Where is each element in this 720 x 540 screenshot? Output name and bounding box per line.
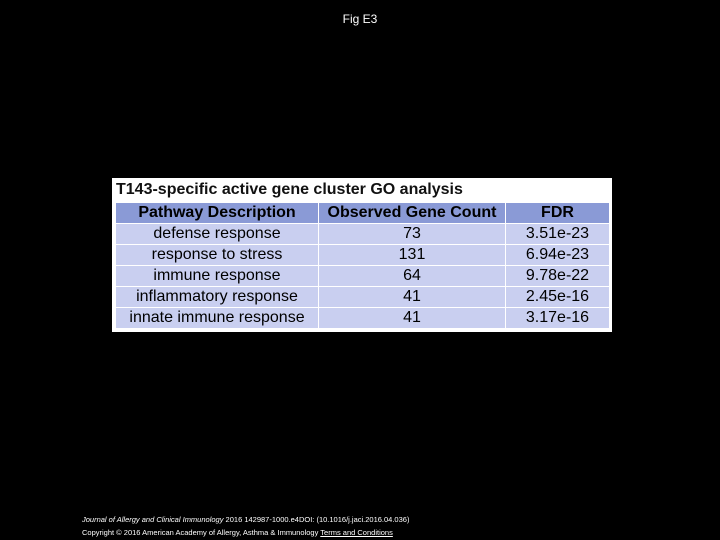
cell-fdr: 3.51e-23 [506,224,610,245]
cell-fdr: 2.45e-16 [506,287,610,308]
go-analysis-figure [112,178,612,332]
table-row [116,308,610,329]
column-header-gene-count: Observed Gene Count [319,203,506,224]
go-analysis-table [115,202,610,329]
cell-gene-count: 73 [319,224,506,245]
terms-and-conditions-link[interactable]: Terms and Conditions [320,528,393,537]
column-header-fdr: FDR [506,203,610,224]
cell-gene-count: 131 [319,245,506,266]
column-header-pathway: Pathway Description [116,203,319,224]
table-row [116,224,610,245]
cell-gene-count: 41 [319,308,506,329]
cell-pathway: response to stress [116,245,319,266]
table-caption: T143-specific active gene cluster GO analysis [116,181,463,198]
table-row [116,287,610,308]
figure-title: Fig E3 [342,12,378,26]
cell-fdr: 6.94e-23 [506,245,610,266]
citation-details: 2016 142987-1000.e4DOI: (10.1016/j.jaci.2016.04.036) [223,515,410,524]
cell-pathway: immune response [116,266,319,287]
cell-gene-count: 64 [319,266,506,287]
copyright-text: Copyright © 2016 American Academy of Allergy, Asthma & Immunology [82,528,319,537]
journal-name: Journal of Allergy and Clinical Immunology [82,515,224,524]
table-row [116,266,610,287]
table-header-row [116,203,610,224]
table-row [116,245,610,266]
cell-pathway: inflammatory response [116,287,319,308]
cell-pathway: defense response [116,224,319,245]
copyright-line [82,528,393,537]
citation-line [82,515,409,524]
cell-fdr: 3.17e-16 [506,308,610,329]
cell-fdr: 9.78e-22 [506,266,610,287]
cell-gene-count: 41 [319,287,506,308]
cell-pathway: innate immune response [116,308,319,329]
